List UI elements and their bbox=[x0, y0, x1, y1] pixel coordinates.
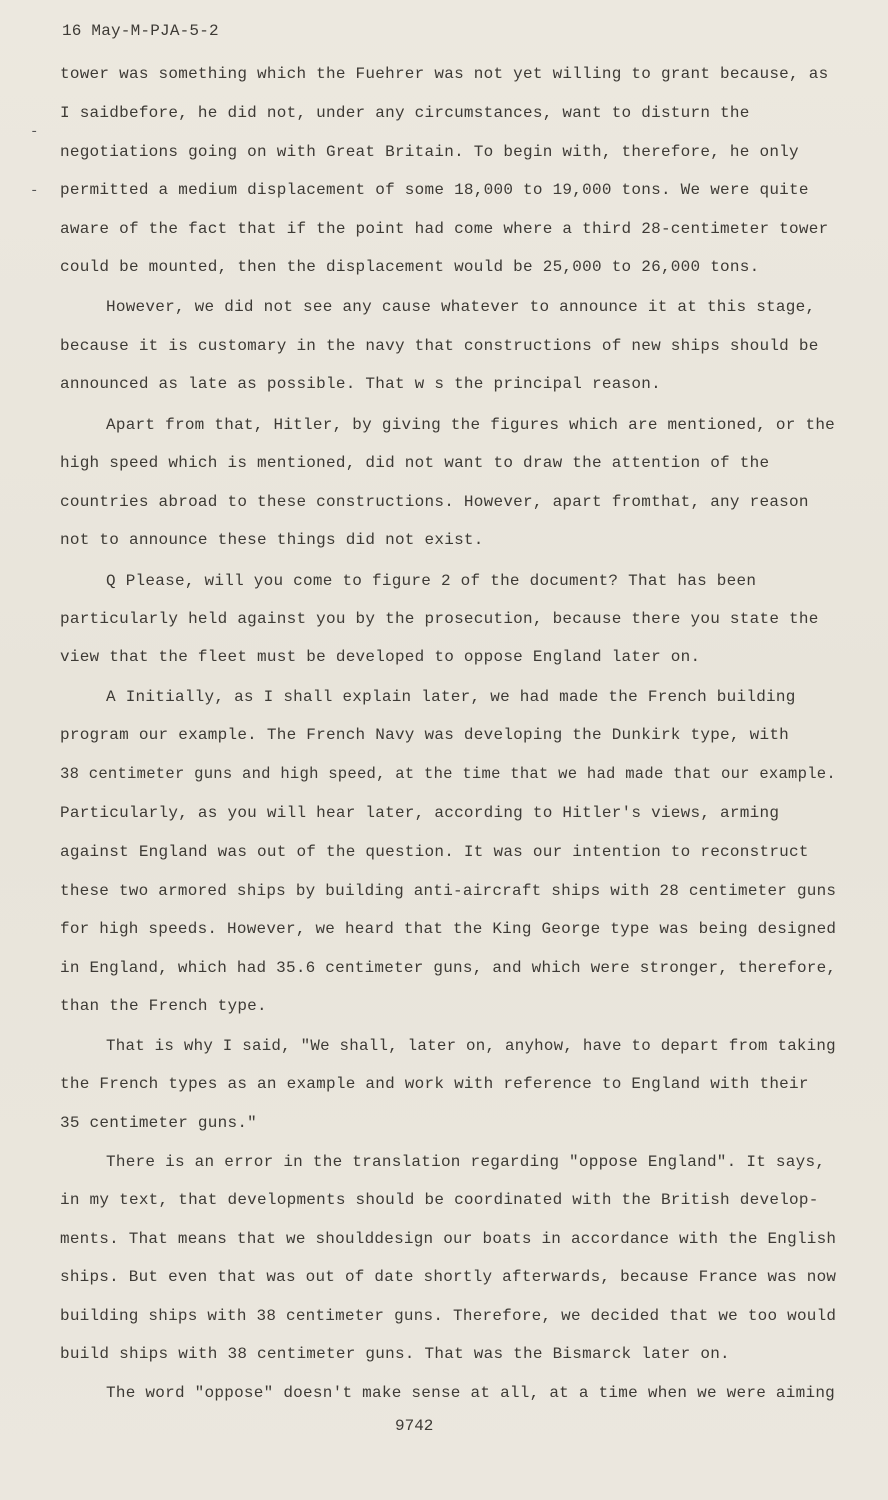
text-line: particularly held against you by the prosecution, because there you state the bbox=[60, 610, 819, 628]
text-line: However, we did not see any cause whatever to announce it at this stage, bbox=[106, 298, 816, 316]
text-line: tower was something which the Fuehrer was not yet willing to grant because, as bbox=[60, 65, 829, 83]
text-line: ments. That means that we shoulddesign our boats in accordance with the English bbox=[60, 1230, 837, 1248]
text-line: than the French type. bbox=[60, 997, 267, 1015]
text-line: these two armored ships by building anti-aircraft ships with 28 centimeter guns bbox=[60, 882, 837, 900]
text-line: There is an error in the translation regarding "oppose England". It says, bbox=[106, 1153, 826, 1171]
text-line: 38 centimeter guns and high speed, at the time that we had made that our example. bbox=[60, 765, 836, 783]
page-header: 16 May-M-PJA-5-2 bbox=[62, 22, 219, 40]
margin-mark: - bbox=[30, 124, 39, 140]
text-line: aware of the fact that if the point had come where a third 28-centimeter tower bbox=[60, 220, 829, 238]
text-line: announced as late as possible. That w s the principal reason. bbox=[60, 375, 661, 393]
text-line: program our example. The French Navy was developing the Dunkirk type, with bbox=[60, 726, 790, 744]
text-line: A Initially, as I shall explain later, we had made the French building bbox=[106, 688, 796, 706]
text-line: Particularly, as you will hear later, according to Hitler's views, arming bbox=[60, 804, 780, 822]
text-line: negotiations going on with Great Britain. To begin with, therefore, he only bbox=[60, 143, 799, 161]
text-line: ships. But even that was out of date shortly afterwards, because France was now bbox=[60, 1268, 837, 1286]
text-line: countries abroad to these constructions. However, apart fromthat, any reason bbox=[60, 493, 809, 511]
text-line: not to announce these things did not exist. bbox=[60, 531, 484, 549]
text-line: build ships with 38 centimeter guns. That was the Bismarck later on. bbox=[60, 1345, 730, 1363]
text-line: The word "oppose" doesn't make sense at all, at a time when we were aiming bbox=[106, 1384, 836, 1402]
text-line: in my text, that developments should be coordinated with the British develop- bbox=[60, 1191, 819, 1209]
text-line: permitted a medium displacement of some 18,000 to 19,000 tons. We were quite bbox=[60, 181, 809, 199]
page-number: 9742 bbox=[395, 1417, 434, 1435]
text-line: in England, which had 35.6 centimeter guns, and which were stronger, therefore, bbox=[60, 959, 837, 977]
text-line: because it is customary in the navy that constructions of new ships should be bbox=[60, 337, 819, 355]
text-line: for high speeds. However, we heard that the King George type was being designed bbox=[60, 920, 837, 938]
text-line: the French types as an example and work with reference to England with their bbox=[60, 1075, 809, 1093]
text-line: 35 centimeter guns." bbox=[60, 1114, 258, 1132]
margin-mark: - bbox=[30, 183, 39, 199]
text-line: I saidbefore, he did not, under any circumstances, want to disturn the bbox=[60, 104, 750, 122]
text-line: view that the fleet must be developed to oppose England later on. bbox=[60, 648, 701, 666]
text-line: That is why I said, "We shall, later on, anyhow, have to depart from taking bbox=[106, 1037, 836, 1055]
text-line: could be mounted, then the displacement would be 25,000 to 26,000 tons. bbox=[60, 258, 760, 276]
text-line: against England was out of the question. It was our intention to reconstruct bbox=[60, 843, 809, 861]
text-line: Apart from that, Hitler, by giving the figures which are mentioned, or the bbox=[106, 416, 836, 434]
text-line: high speed which is mentioned, did not want to draw the attention of the bbox=[60, 454, 770, 472]
text-line: building ships with 38 centimeter guns. Therefore, we decided that we too would bbox=[60, 1307, 837, 1325]
text-line: Q Please, will you come to figure 2 of the document? That has been bbox=[106, 572, 757, 590]
